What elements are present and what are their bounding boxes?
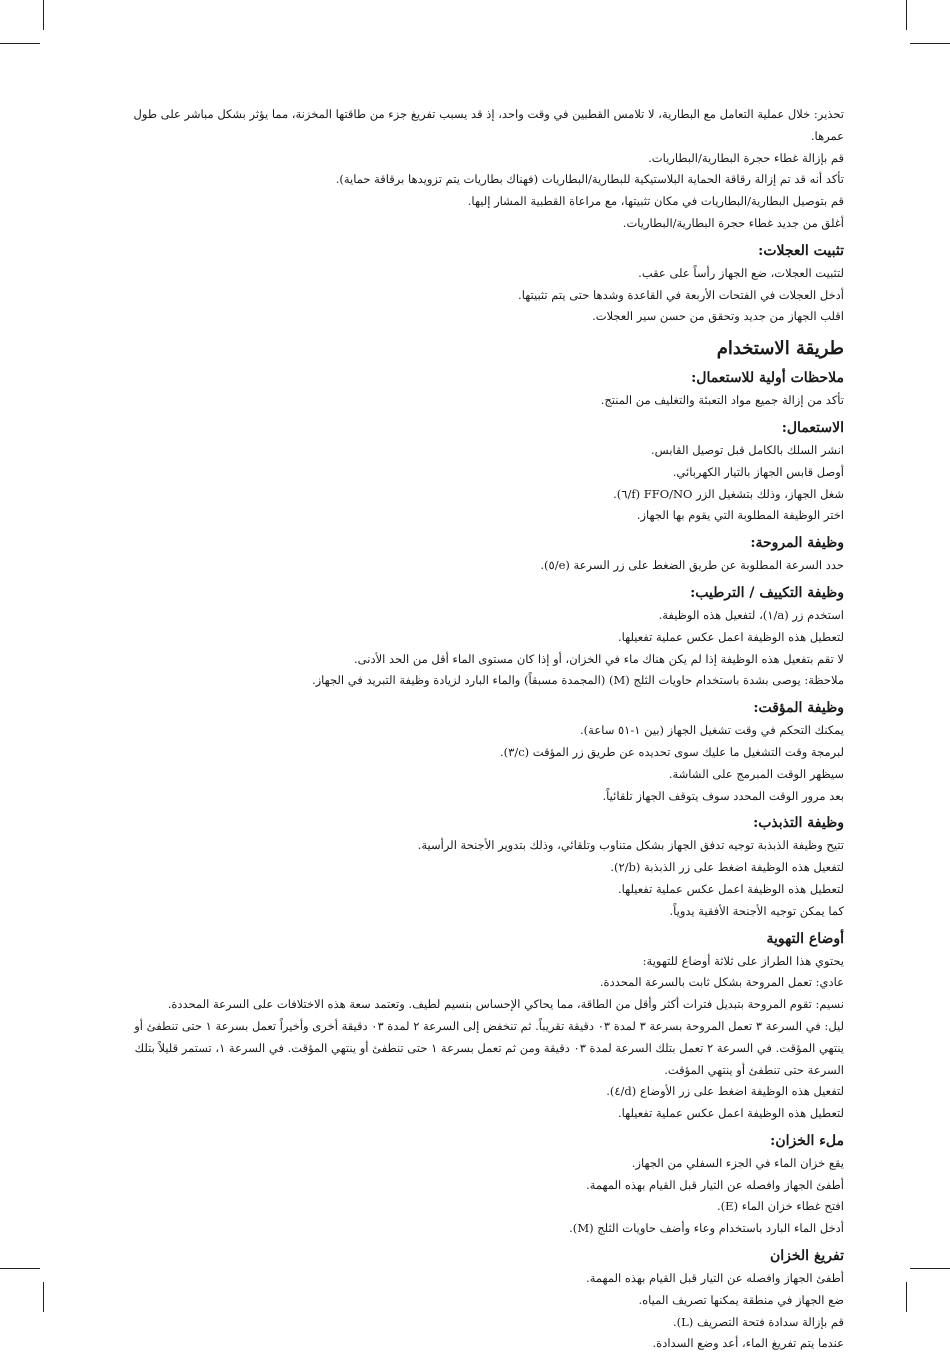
paragraph-line: ملاحظة: يوصى بشدة باستخدام حاويات الثلج (M) (المجمدة مسبقاً) والماء البارد لزيادة وظيفة التبريد في الجهاز.: [311, 673, 844, 688]
paragraph-line: تأكد من إزالة جميع مواد التعبئة والتغليف من المنتج.: [600, 393, 844, 408]
paragraph-line: عادي: تعمل المروحة بشكل ثابت بالسرعة المحددة.: [599, 975, 844, 990]
crop-mark-bottom-left-h: [0, 1268, 40, 1269]
paragraph-line: أوصل قابس الجهاز بالتيار الكهربائي.: [672, 464, 844, 479]
paragraph-line: نسيم: تقوم المروحة بتبديل فترات أكثر وأقل من الطاقة، مما يحاكي الإحساس بنسيم لطيف. وتعتمد سعة هذه الاختلافات على السرعة المحددة.: [167, 997, 844, 1012]
section: [108, 582, 844, 692]
paragraph-line: أطفئ الجهاز وافصله عن التيار قبل القيام بهذه المهمة.: [586, 1271, 844, 1286]
paragraph-line: بعد مرور الوقت المحدد سوف يتوقف الجهاز تلقائياً.: [602, 788, 844, 803]
section-heading: وظيفة المروحة:: [750, 535, 844, 552]
paragraph-line: لتعطيل هذه الوظيفة اعمل عكس عملية تفعيلها.: [618, 629, 844, 644]
paragraph-line: قم بإزالة غطاء حجرة البطارية/البطاريات.: [648, 150, 844, 165]
chapter-heading: طريقة الاستخدام: [716, 338, 844, 360]
section: [108, 532, 844, 577]
section: [108, 336, 844, 362]
paragraph-line: كما يمكن توجيه الأجنحة الأفقية يدوياً.: [669, 903, 844, 918]
paragraph-line: لتثبيت العجلات، ضع الجهاز رأساً على عقب.: [638, 265, 844, 280]
paragraph-line: لتعطيل هذه الوظيفة اعمل عكس عملية تفعيلها.: [618, 1106, 844, 1121]
paragraph-line: لتعطيل هذه الوظيفة اعمل عكس عملية تفعيلها.: [618, 881, 844, 896]
section: [108, 1130, 844, 1240]
section-heading: ملء الخزان:: [770, 1132, 844, 1149]
paragraph-line: قم بتوصيل البطارية/البطاريات في مكان تثبيتها، مع مراعاة القطبية المشار إليها.: [467, 194, 844, 209]
paragraph-line: سيظهر الوقت المبرمج على الشاشة.: [668, 766, 844, 781]
paragraph-line: ليل: في السرعة ٣ تعمل المروحة بسرعة ٣ لمدة ٠٣ دقيقة تقريباً. ثم تنخفض إلى السرعة ٢ لمدة ٠٣ دقيقة أخرى وأخيراً تعمل بسرعة ١ حتى تنطفئ أو ينتهي المؤقت. في السرعة ٢ تعمل بتلك السرعة لمدة ٠٣ دقيقة ومن ثم تعمل بسرعة ١ حتى تنطفئ أو ينتهي المؤقت. في السرعة ١، تستمر قليلاً بتلك السرعة حتى تنطفئ أو ينتهي المؤقت.: [134, 1018, 844, 1077]
paragraph-line: أدخل الماء البارد باستخدام وعاء وأضف حاويات الثلج (M).: [569, 1221, 844, 1236]
section: [108, 1245, 844, 1355]
crop-mark-top-left-h: [0, 43, 40, 44]
section-heading: تفريغ الخزان: [769, 1248, 844, 1265]
section-heading: ملاحظات أولية للاستعمال:: [691, 370, 844, 387]
paragraph-line: استخدم زر (a/١)، لتفعيل هذه الوظيفة.: [658, 607, 844, 622]
paragraph-line: تأكد أنه قد تم إزالة رقاقة الحماية البلاستيكية للبطارية/البطاريات (فهناك بطاريات يتم تزويدها برقاقة حماية).: [335, 172, 844, 187]
paragraph-line: لتفعيل هذه الوظيفة اضغط على زر الأوضاع (d/٤).: [606, 1084, 844, 1099]
paragraph-line: أغلق من جديد غطاء حجرة البطارية/البطاريات.: [622, 215, 844, 230]
paragraph-line: قم بإزالة سدادة فتحة التصريف (L).: [673, 1314, 844, 1329]
section-heading: الاستعمال:: [781, 419, 844, 436]
section: [108, 697, 844, 807]
section-heading: وظيفة المؤقت:: [753, 700, 844, 717]
section: [108, 104, 844, 235]
crop-mark-top-right: [906, 0, 907, 30]
document-body: [108, 104, 844, 1355]
crop-mark-bottom-right: [906, 1282, 907, 1312]
section: [108, 928, 844, 1125]
crop-mark-top-right-h: [910, 43, 950, 44]
section-heading: تثبيت العجلات:: [758, 242, 844, 259]
section-heading: وظيفة التكييف / الترطيب:: [690, 584, 844, 601]
paragraph-line: يقع خزان الماء في الجزء السفلي من الجهاز.: [631, 1155, 844, 1170]
paragraph-line: أطفئ الجهاز وافصله عن التيار قبل القيام بهذه المهمة.: [586, 1177, 844, 1192]
paragraph-line: يمكنك التحكم في وقت تشغيل الجهاز (بين ١-٥١ ساعة).: [580, 723, 844, 738]
paragraph-line: لتفعيل هذه الوظيفة اضغط على زر الذبذبة (b/٢).: [610, 860, 844, 875]
paragraph-line: افتح غطاء خزان الماء (E).: [717, 1199, 844, 1214]
section: [108, 417, 844, 527]
paragraph-line: تتيح وظيفة الذبذبة توجيه تدفق الجهاز بشكل متناوب وتلقائي، وذلك بتدوير الأجنحة الرأسية.: [417, 838, 844, 853]
section: [108, 367, 844, 412]
crop-mark-bottom-left: [43, 1282, 44, 1312]
section: [108, 240, 844, 328]
crop-mark-top-left: [43, 0, 44, 30]
paragraph-line: ضع الجهاز في منطقة يمكنها تصريف المياه.: [638, 1292, 844, 1307]
paragraph-line: لا تقم بتفعيل هذه الوظيفة إذا لم يكن هناك ماء في الخزان، أو إذا كان مستوى الماء أقل من الحد الأدنى.: [354, 651, 844, 666]
section-heading: أوضاع التهوية: [766, 930, 844, 947]
section: [108, 812, 844, 922]
paragraph-line: حدد السرعة المطلوبة عن طريق الضغط على زر السرعة (e/٥).: [540, 558, 844, 573]
paragraph-line: اختر الوظيفة المطلوبة التي يقوم بها الجهاز.: [636, 508, 844, 523]
paragraph-line: عندما يتم تفريغ الماء، أعد وضع السدادة.: [652, 1336, 844, 1351]
paragraph-line: يحتوي هذا الطراز على ثلاثة أوضاع للتهوية:: [642, 953, 844, 968]
paragraph-line: لبرمجة وقت التشغيل ما عليك سوى تحديده عن طريق زر المؤقت (c/٣).: [499, 744, 844, 759]
paragraph-line: تحذير: خلال عملية التعامل مع البطارية، لا تلامس القطبين في وقت واحد، إذ قد يسبب تفريغ جزء من طاقتها المخزنة، مما يؤثر بشكل مباشر على طول عمرها.: [133, 107, 844, 143]
paragraph-line: انشر السلك بالكامل قبل توصيل القابس.: [651, 442, 844, 457]
section-heading: وظيفة التذبذب:: [753, 815, 844, 832]
paragraph-line: اقلب الجهاز من جديد وتحقق من حسن سير العجلات.: [592, 309, 844, 324]
paragraph-line: شغل الجهاز، وذلك بتشغيل الزر FFO/NO (f/٦).: [613, 486, 844, 501]
crop-mark-bottom-right-h: [910, 1268, 950, 1269]
paragraph-line: أدخل العجلات في الفتحات الأربعة في القاعدة وشدها حتى يتم تثبيتها.: [518, 287, 844, 302]
